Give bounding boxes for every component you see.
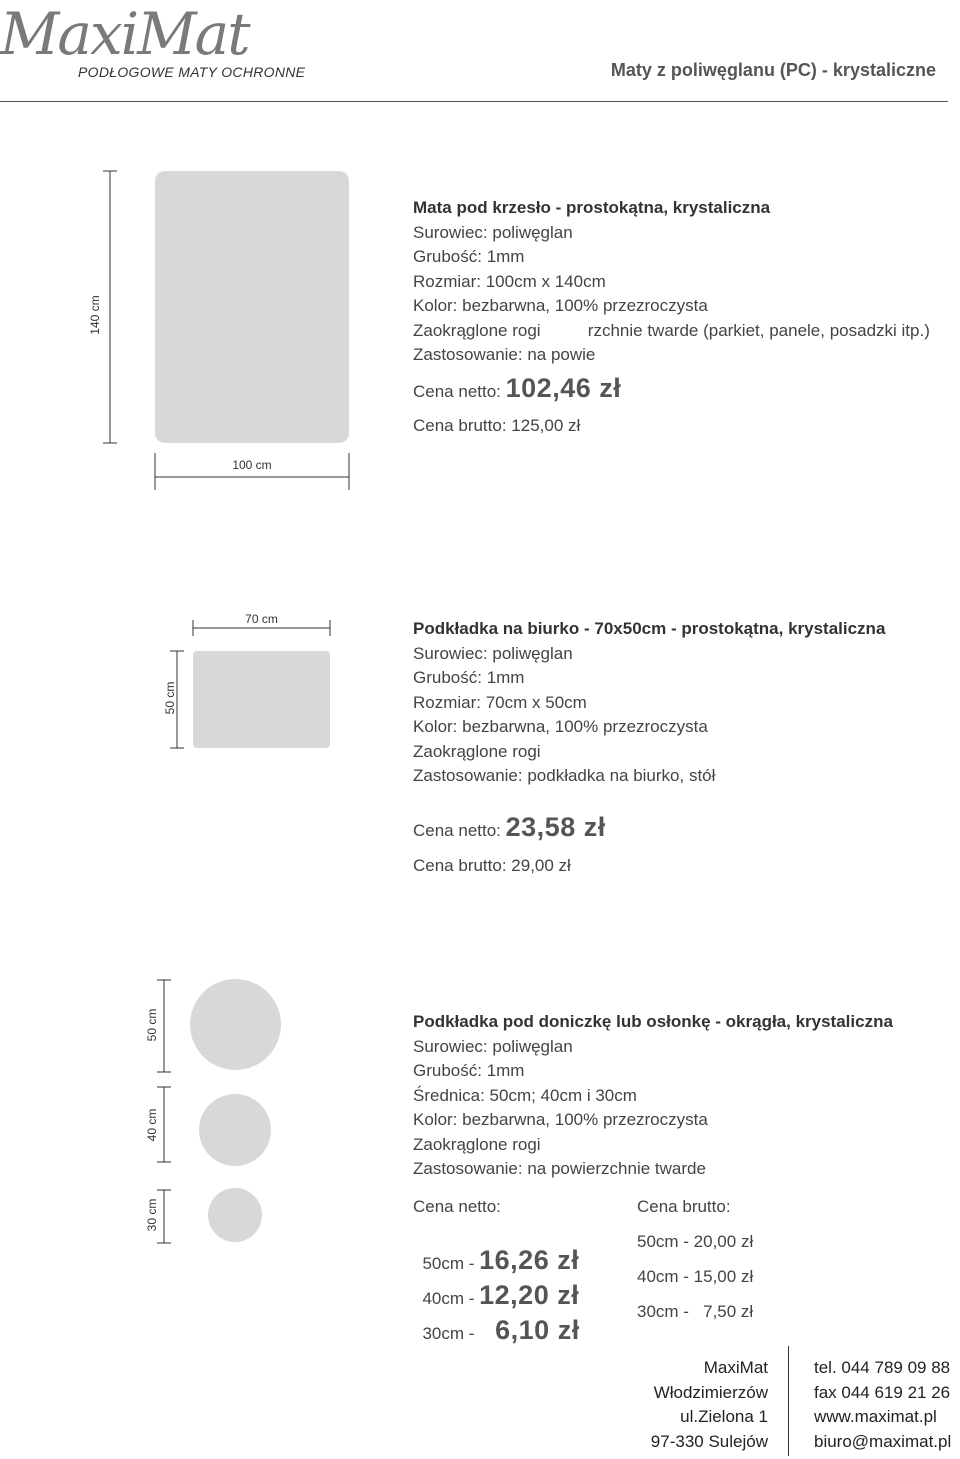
gross-price-label: Cena brutto: (637, 1197, 731, 1216)
net-price-label: Cena netto: (413, 1197, 501, 1216)
gross-price: Cena brutto: 125,00 zł (413, 416, 581, 435)
spec-line: Grubość: 1mm (413, 247, 525, 266)
net-price (413, 373, 621, 404)
spec-line: Zaokrąglone rogi (413, 1134, 541, 1154)
net-price (413, 812, 606, 843)
dim-height-label: 140 cm (88, 295, 102, 335)
footer-address (651, 1356, 768, 1454)
spec-line: Kolor: bezbarwna, 100% przezroczysta (413, 296, 708, 315)
price-size: 50cm - (422, 1254, 480, 1273)
dim-width-label: 100 cm (232, 458, 272, 472)
product-info-round-pad (413, 1010, 893, 1182)
address-line: ul.Zielona 1 (680, 1407, 768, 1426)
spec-line: Rozmiar: 100cm x 140cm (413, 271, 606, 291)
desk-pad-rectangle (193, 651, 330, 748)
product-title: Mata pod krzesło - prostokątna, krystaliczna (413, 198, 771, 217)
spec-line: Grubość: 1mm (413, 668, 525, 687)
net-price-label: Cena netto: (413, 382, 501, 401)
spec-line: Surowiec: poliwęglan (413, 643, 573, 663)
website-link[interactable]: www.maximat.pl (814, 1407, 937, 1426)
gross-price-50: 50cm - 20,00 zł (637, 1232, 754, 1251)
spec-line: Kolor: bezbarwna, 100% przezroczysta (413, 717, 708, 736)
logo: MaxiMat (0, 0, 249, 68)
logo-subtitle: PODŁOGOWE MATY OCHRONNE (78, 64, 306, 80)
price-size: 40cm - (422, 1289, 480, 1308)
round-pad-40 (199, 1094, 271, 1166)
gross-price: Cena brutto: 29,00 zł (413, 856, 571, 875)
email-link[interactable]: biuro@maximat.pl (814, 1431, 952, 1451)
dim-30-label: 30 cm (145, 1198, 159, 1232)
gross-price-30: 30cm - 7,50 zł (637, 1302, 754, 1321)
dim-50-label: 50 cm (145, 1008, 159, 1042)
spec-line: Zastosowanie: na powierzchnie twarde (413, 1159, 706, 1178)
spec-line: Surowiec: poliwęglan (413, 1036, 573, 1056)
product-info-chair-mat (413, 196, 930, 368)
footer-contact (814, 1356, 951, 1454)
net-price-value: 16,26 zł (479, 1245, 580, 1275)
product-title: Podkładka pod doniczkę lub osłonkę - okrągła, krystaliczna (413, 1012, 893, 1031)
net-price-label: Cena netto: (413, 821, 501, 840)
round-pad-30 (208, 1188, 262, 1242)
dim-width-label: 70 cm (245, 612, 278, 626)
dim-40-label: 40 cm (145, 1108, 159, 1142)
company-name: MaxiMat (703, 1358, 768, 1377)
net-price-value: 23,58 zł (505, 812, 606, 842)
spec-line: Grubość: 1mm (413, 1061, 525, 1080)
spec-line: Kolor: bezbarwna, 100% przezroczysta (413, 1110, 708, 1129)
net-price-30 (413, 1295, 580, 1346)
chair-mat-rectangle (155, 171, 349, 443)
spec-line: Rozmiar: 70cm x 50cm (413, 692, 587, 712)
phone: tel. 044 789 09 88 (814, 1358, 951, 1377)
product-info-desk-pad (413, 617, 885, 789)
spec-line: Zaokrąglone rogi rzchnie twarde (parkiet, panele, posadzki itp.) (413, 320, 930, 340)
page-title: Maty z poliwęglanu (PC) - krystaliczne (610, 60, 936, 80)
spec-line: Zastosowanie: podkładka na biurko, stół (413, 766, 716, 785)
price-size: 30cm - (422, 1324, 480, 1343)
net-price-value: 12,20 zł (479, 1280, 580, 1310)
spec-line: Zastosowanie: na powie (413, 345, 596, 364)
address-line: Włodzimierzów (653, 1382, 768, 1402)
round-pad-50 (190, 979, 281, 1070)
address-line: 97-330 Sulejów (650, 1431, 768, 1451)
spec-line: Zaokrąglone rogi (413, 741, 541, 761)
fax: fax 044 619 21 26 (814, 1382, 951, 1402)
gross-price-40: 40cm - 15,00 zł (637, 1267, 754, 1286)
net-price-value: 6,10 zł (495, 1315, 580, 1345)
spec-line: Średnica: 50cm; 40cm i 30cm (413, 1085, 637, 1105)
net-price-value: 102,46 zł (505, 373, 622, 403)
footer-divider (788, 1346, 789, 1456)
spec-line: Surowiec: poliwęglan (413, 222, 573, 242)
product-title: Podkładka na biurko - 70x50cm - prostokątna, krystaliczna (413, 619, 886, 638)
dim-height-label: 50 cm (163, 681, 177, 715)
